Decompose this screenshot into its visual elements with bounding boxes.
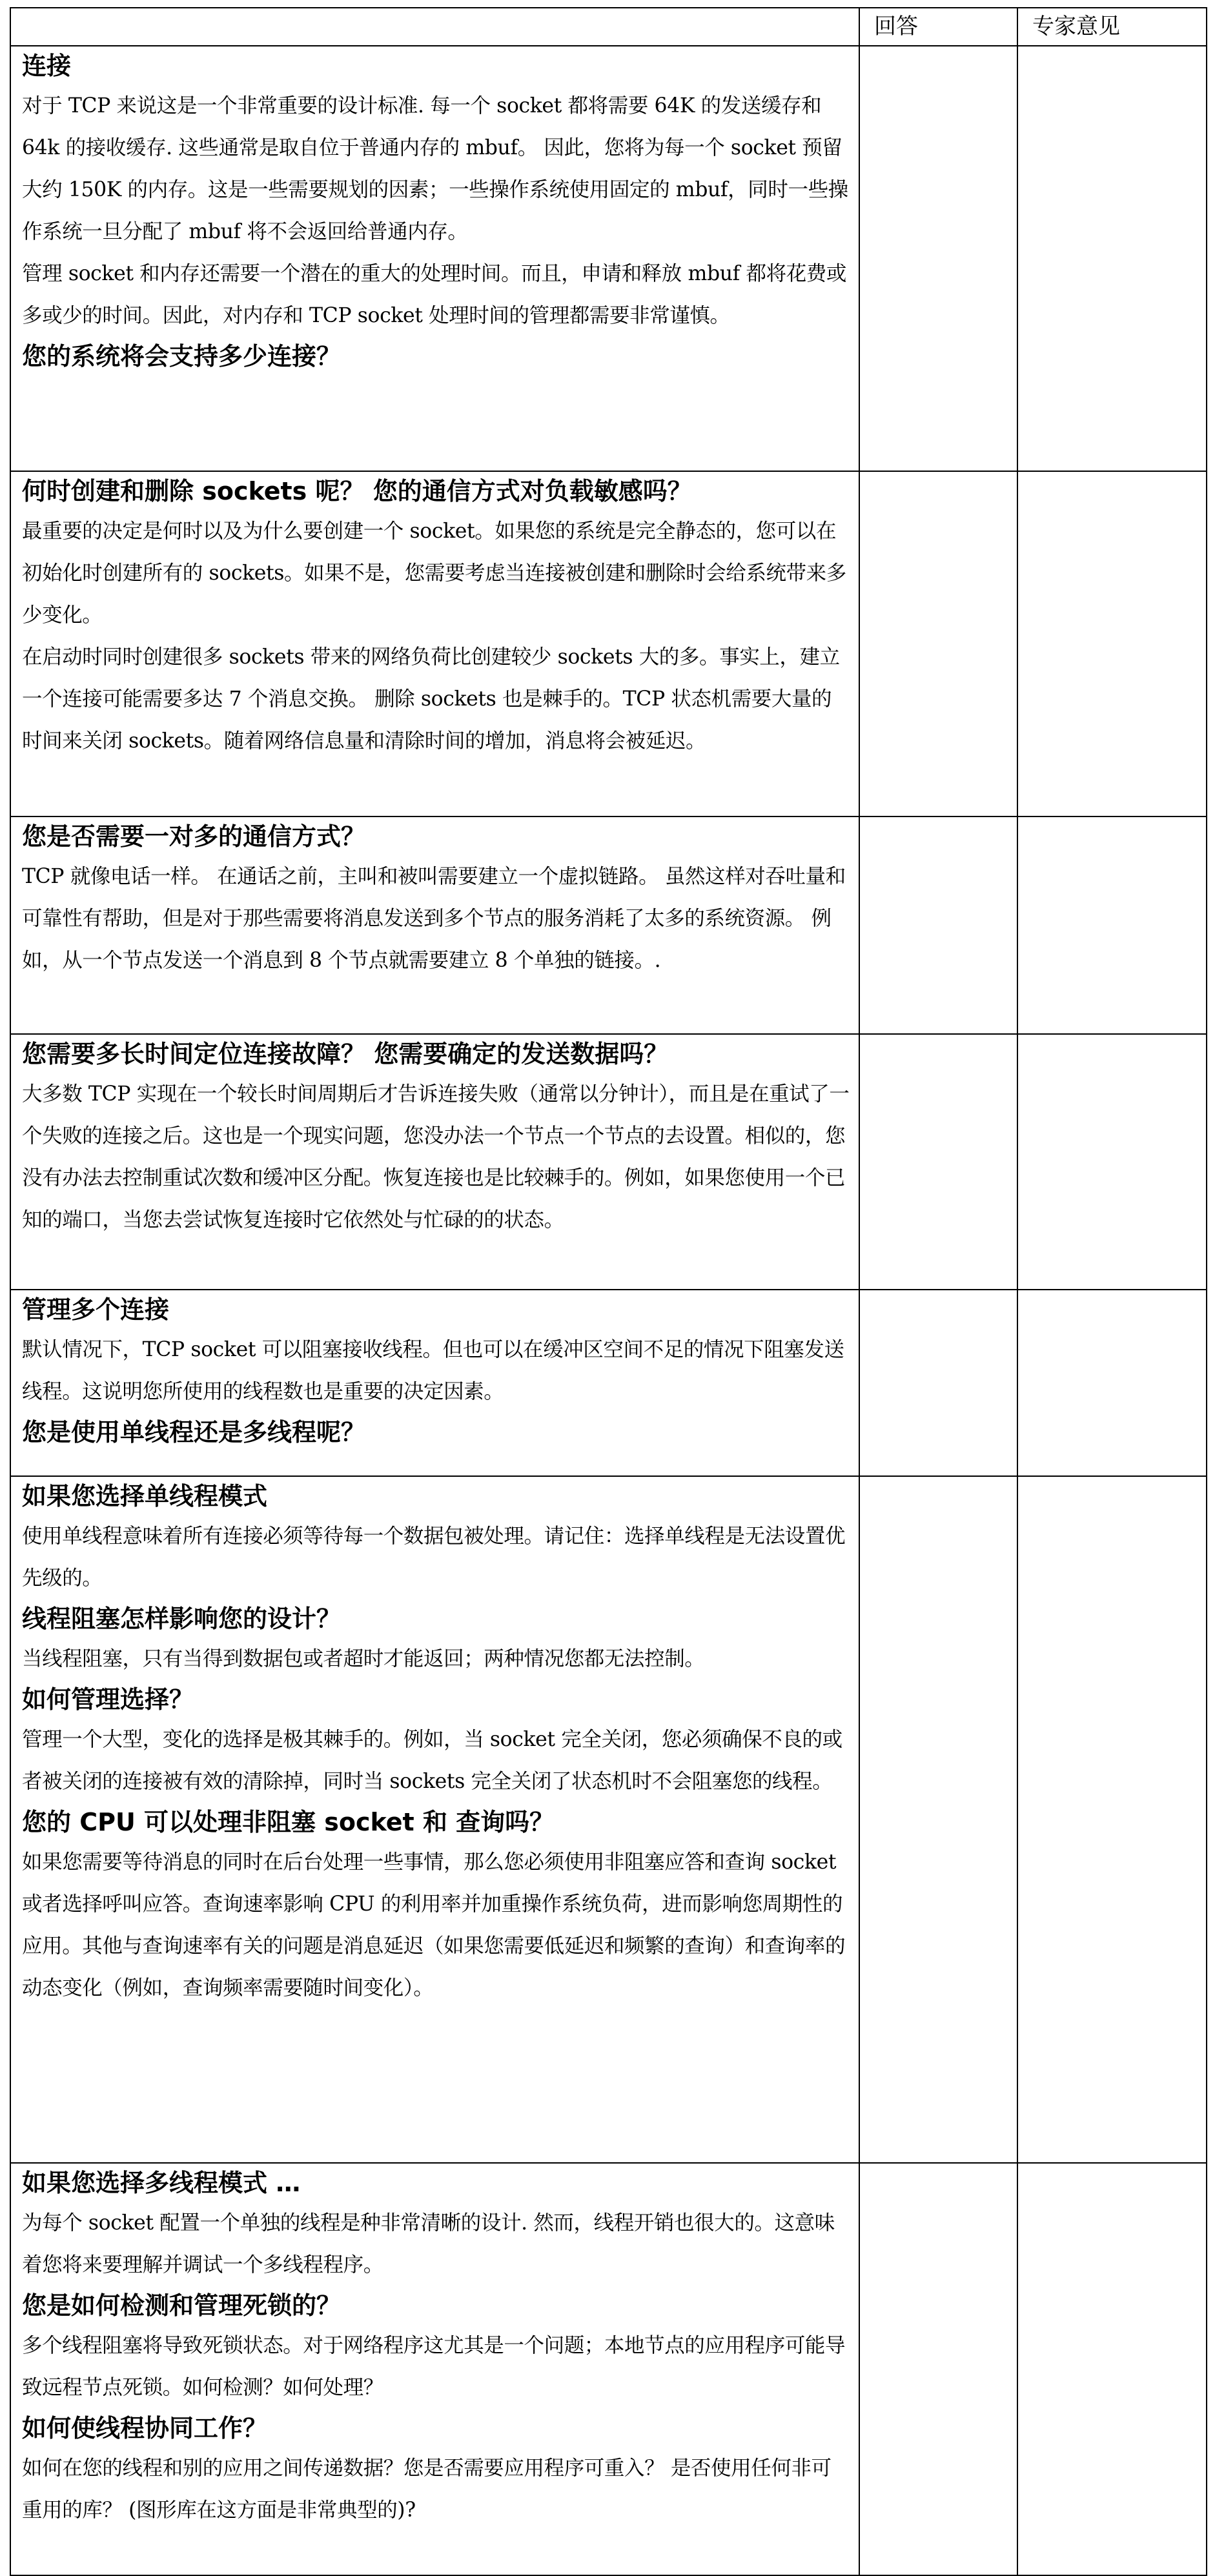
question-heading: 何时创建和删除 sockets 呢？ 您的通信方式对负载敏感吗？	[22, 477, 692, 505]
question-cell	[10, 46, 859, 471]
paragraph: 对于 TCP 来说这是一个非常重要的设计标准. 每一个 socket 都将需要 64K 的发送缓存和 64k 的接收缓存. 这些通常是取自位于普通内存的 mbuf。 因此，您将为每一个 socket 预留大约 150K 的内存。这是一些需要规划的因素；一些操作系统使用固定的 mbuf，同时一些操作系统一旦分配了 mbuf 将不会返回给普通内存。	[22, 94, 848, 243]
question-heading: 您的 CPU 可以处理非阻塞 socket 和 查询吗？	[22, 1808, 555, 1836]
table-row	[10, 1290, 1207, 1476]
expert-opinion-cell[interactable]	[1017, 1290, 1207, 1476]
table-row	[10, 1034, 1207, 1290]
expert-opinion-cell[interactable]	[1017, 1034, 1207, 1290]
question-cell	[10, 1034, 859, 1290]
question-heading: 线程阻塞怎样影响您的设计？	[22, 1605, 342, 1633]
answer-cell[interactable]	[859, 471, 1017, 816]
checklist-table	[10, 7, 1207, 2576]
question-heading: 您是使用单线程还是多线程呢？	[22, 1418, 366, 1446]
table-body	[10, 8, 1207, 2575]
question-heading: 如果您选择多线程模式 …	[22, 2169, 301, 2197]
answer-cell[interactable]	[859, 2163, 1017, 2575]
question-cell	[10, 1290, 859, 1476]
question-cell	[10, 471, 859, 816]
paragraph: 管理一个大型，变化的选择是极其棘手的。例如，当 socket 完全关闭，您必须确保不良的或者被关闭的连接被有效的清除掉，同时当 sockets 完全关闭了状态机时不会阻塞您的线程。	[22, 1728, 842, 1793]
paragraph: 使用单线程意味着所有连接必须等待每一个数据包被处理。请记住：选择单线程是无法设置优先级的。	[22, 1525, 846, 1590]
question-heading: 连接	[22, 52, 72, 80]
expert-opinion-cell[interactable]	[1017, 471, 1207, 816]
question-cell	[10, 816, 859, 1034]
expert-opinion-cell[interactable]	[1017, 816, 1207, 1034]
question-heading: 如果您选择单线程模式	[22, 1482, 268, 1510]
expert-opinion-cell[interactable]	[1017, 1476, 1207, 2163]
header-row	[10, 8, 1207, 46]
table-row	[10, 46, 1207, 471]
header-expert-opinion: 专家意见	[1017, 8, 1207, 46]
answer-cell[interactable]	[859, 46, 1017, 471]
answer-cell[interactable]	[859, 1476, 1017, 2163]
paragraph: 当线程阻塞，只有当得到数据包或者超时才能返回；两种情况您都无法控制。	[22, 1647, 705, 1670]
expert-opinion-cell[interactable]	[1017, 2163, 1207, 2575]
header-question	[10, 8, 859, 46]
header-answer: 回答	[859, 8, 1017, 46]
paragraph: 多个线程阻塞将导致死锁状态。对于网络程序这尤其是一个问题；本地节点的应用程序可能导致远程节点死锁。如何检测？如何处理？	[22, 2334, 846, 2399]
question-heading: 您需要多长时间定位连接故障？ 您需要确定的发送数据吗？	[22, 1040, 669, 1068]
paragraph: 为每个 socket 配置一个单独的线程是种非常清晰的设计. 然而，线程开销也很大的。这意味着您将来要理解并调试一个多线程程序。	[22, 2211, 835, 2277]
paragraph: 最重要的决定是何时以及为什么要创建一个 socket。如果您的系统是完全静态的，您可以在初始化时创建所有的 sockets。如果不是，您需要考虑当连接被创建和删除时会给系统带来多少变化。	[22, 520, 846, 627]
table-row	[10, 471, 1207, 816]
paragraph: 大多数 TCP 实现在一个较长时间周期后才告诉连接失败（通常以分钟计），而且是在重试了一个失败的连接之后。这也是一个现实问题，您没办法一个节点一个节点的去设置。相似的，您没有办法去控制重试次数和缓冲区分配。恢复连接也是比较棘手的。例如，如果您使用一个已知的端口，当您去尝试恢复连接时它依然处与忙碌的的状态。	[22, 1082, 850, 1232]
paragraph: 如果您需要等待消息的同时在后台处理一些事情，那么您必须使用非阻塞应答和查询 socket 或者选择呼叫应答。查询速率影响 CPU 的利用率并加重操作系统负荷，进而影响您周期性的应用。其他与查询速率有关的问题是消息延迟（如果您需要低延迟和频繁的查询）和查询率的动态变化（例如，查询频率需要随时间变化）。	[22, 1851, 846, 2000]
question-heading: 您的系统将会支持多少连接？	[22, 342, 342, 370]
paragraph: 如何在您的线程和别的应用之间传递数据？您是否需要应用程序可重入？ 是否使用任何非可重用的库？ (图形库在这方面是非常典型的)?	[22, 2457, 832, 2522]
question-cell	[10, 2163, 859, 2575]
answer-cell[interactable]	[859, 816, 1017, 1034]
question-cell	[10, 1476, 859, 2163]
paragraph: 在启动时同时创建很多 sockets 带来的网络负荷比创建较少 sockets 大的多。事实上，建立一个连接可能需要多达 7 个消息交换。 删除 sockets 也是棘手的。TCP 状态机需要大量的时间来关闭 sockets。随着网络信息量和清除时间的增加，消息将会被延迟。	[22, 645, 840, 753]
answer-cell[interactable]	[859, 1034, 1017, 1290]
paragraph: TCP 就像电话一样。 在通话之前，主叫和被叫需要建立一个虚拟链路。 虽然这样对吞吐量和可靠性有帮助，但是对于那些需要将消息发送到多个节点的服务消耗了太多的系统资源。 例如，从一个节点发送一个消息到 8 个节点就需要建立 8 个单独的链接。.	[22, 865, 846, 972]
question-heading: 管理多个连接	[22, 1295, 170, 1324]
table-row	[10, 2163, 1207, 2575]
paragraph: 管理 socket 和内存还需要一个潜在的重大的处理时间。而且，申请和释放 mbuf 都将花费或多或少的时间。因此，对内存和 TCP socket 处理时间的管理都需要非常谨慎。	[22, 262, 846, 327]
question-heading: 您是如何检测和管理死锁的？	[22, 2291, 342, 2320]
answer-cell[interactable]	[859, 1290, 1017, 1476]
question-heading: 如何使线程协同工作？	[22, 2414, 268, 2442]
question-heading: 您是否需要一对多的通信方式？	[22, 822, 366, 851]
table-row	[10, 1476, 1207, 2163]
paragraph: 默认情况下，TCP socket 可以阻塞接收线程。但也可以在缓冲区空间不足的情况下阻塞发送线程。这说明您所使用的线程数也是重要的决定因素。	[22, 1338, 844, 1403]
table-row	[10, 816, 1207, 1034]
expert-opinion-cell[interactable]	[1017, 46, 1207, 471]
question-heading: 如何管理选择？	[22, 1685, 194, 1714]
